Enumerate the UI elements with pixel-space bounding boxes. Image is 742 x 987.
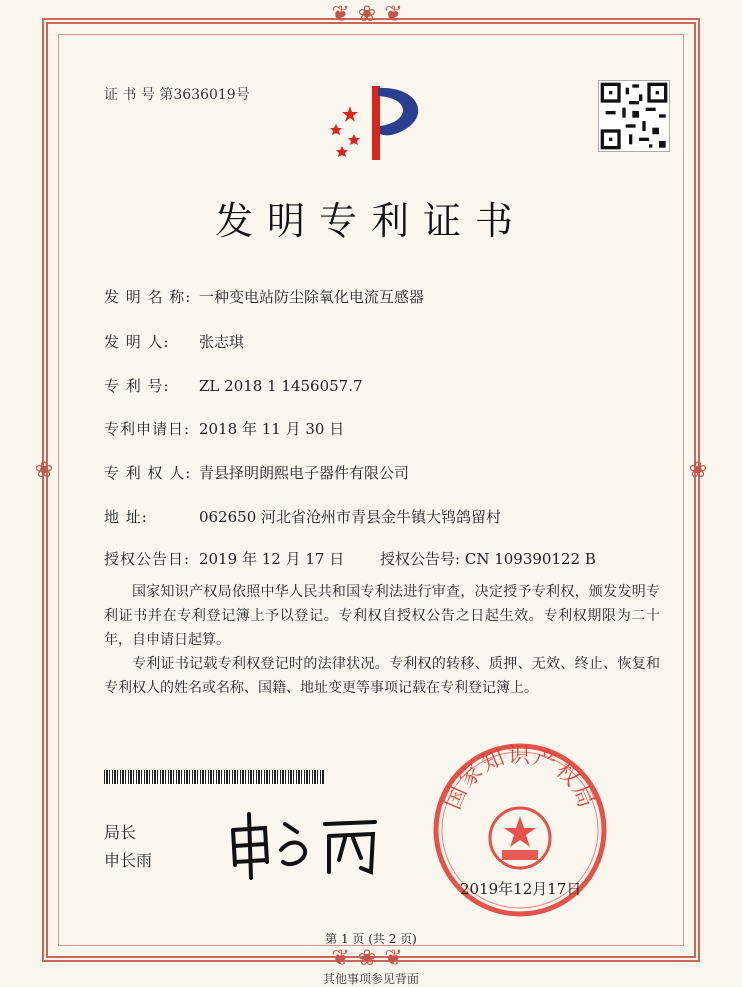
page-number: 第 1 页 (共 2 页) [325, 932, 417, 946]
grant-date-field [104, 548, 344, 569]
field-label: 专 利 号: [104, 377, 170, 395]
field-label: 地 址: [104, 508, 148, 526]
statement-paragraph-2: 专利证书记载专利权登记时的法律状况。专利权的转移、质押、无效、终止、恢复和专利权人的姓名或名称、国籍、地址变更等事项记载在专利登记簿上。 [104, 656, 660, 696]
patentee-field [104, 462, 409, 483]
patent-number-field [104, 375, 363, 396]
ornament-right-icon: ❀ [688, 458, 708, 483]
qr-code-icon [598, 80, 670, 152]
address-field [104, 506, 501, 527]
field-value: 2018 年 11 月 30 日 [199, 420, 345, 438]
grant-number-field [380, 548, 596, 569]
director-signature-icon [225, 810, 395, 880]
field-value: 2019 年 12 月 17 日 [199, 550, 345, 568]
field-label: 专利申请日: [104, 420, 191, 438]
svg-text:国家知识产权局 [441, 743, 599, 813]
field-value: CN 109390122 B [464, 550, 596, 568]
back-note: 其他事项参见背面 [322, 972, 419, 986]
field-label: 发 明 名 称: [104, 288, 192, 306]
director-name: 申长雨 [104, 851, 153, 870]
ornament-left-icon: ❀ [34, 458, 54, 483]
field-label: 发 明 人: [104, 333, 170, 351]
field-value: ZL 2018 1 1456057.7 [199, 377, 363, 395]
seal-text: 国家知识产权局 [440, 743, 600, 814]
inventor-field [104, 331, 244, 352]
director-title: 局长 [104, 823, 137, 842]
ornament-top-icon: ❦❀❦ [331, 2, 411, 27]
field-value: 张志琪 [199, 333, 245, 351]
field-label: 授权公告号: [380, 550, 461, 568]
barcode-icon [104, 770, 324, 784]
field-value: 一种变电站防尘除氧化电流互感器 [199, 288, 425, 306]
cnipa-logo-icon [320, 76, 430, 166]
field-label: 专 利 权 人: [104, 464, 192, 482]
field-label: 授权公告日: [104, 550, 191, 568]
page-title: 发明专利证书 [214, 199, 527, 243]
statement-paragraph-1: 国家知识产权局依照中华人民共和国专利法进行审查，决定授予专利权，颁发发明专利证书并在专利登记簿上予以登记。专利权自授权公告之日起生效。专利权期限为二十年，自申请日起算。 [104, 584, 660, 648]
field-value: 青县择明朗熙电子器件有限公司 [199, 464, 410, 482]
field-value: 062650 河北省沧州市青县金牛镇大鸨鸽留村 [199, 508, 502, 526]
invention-name-field [104, 286, 424, 307]
certificate-number: 证 书 号 第3636019号 [104, 87, 250, 103]
ornament-bottom-icon: ❦❀❦ [331, 946, 411, 971]
issue-date: 2019年12月17日 [460, 880, 582, 898]
filing-date-field [104, 418, 344, 439]
